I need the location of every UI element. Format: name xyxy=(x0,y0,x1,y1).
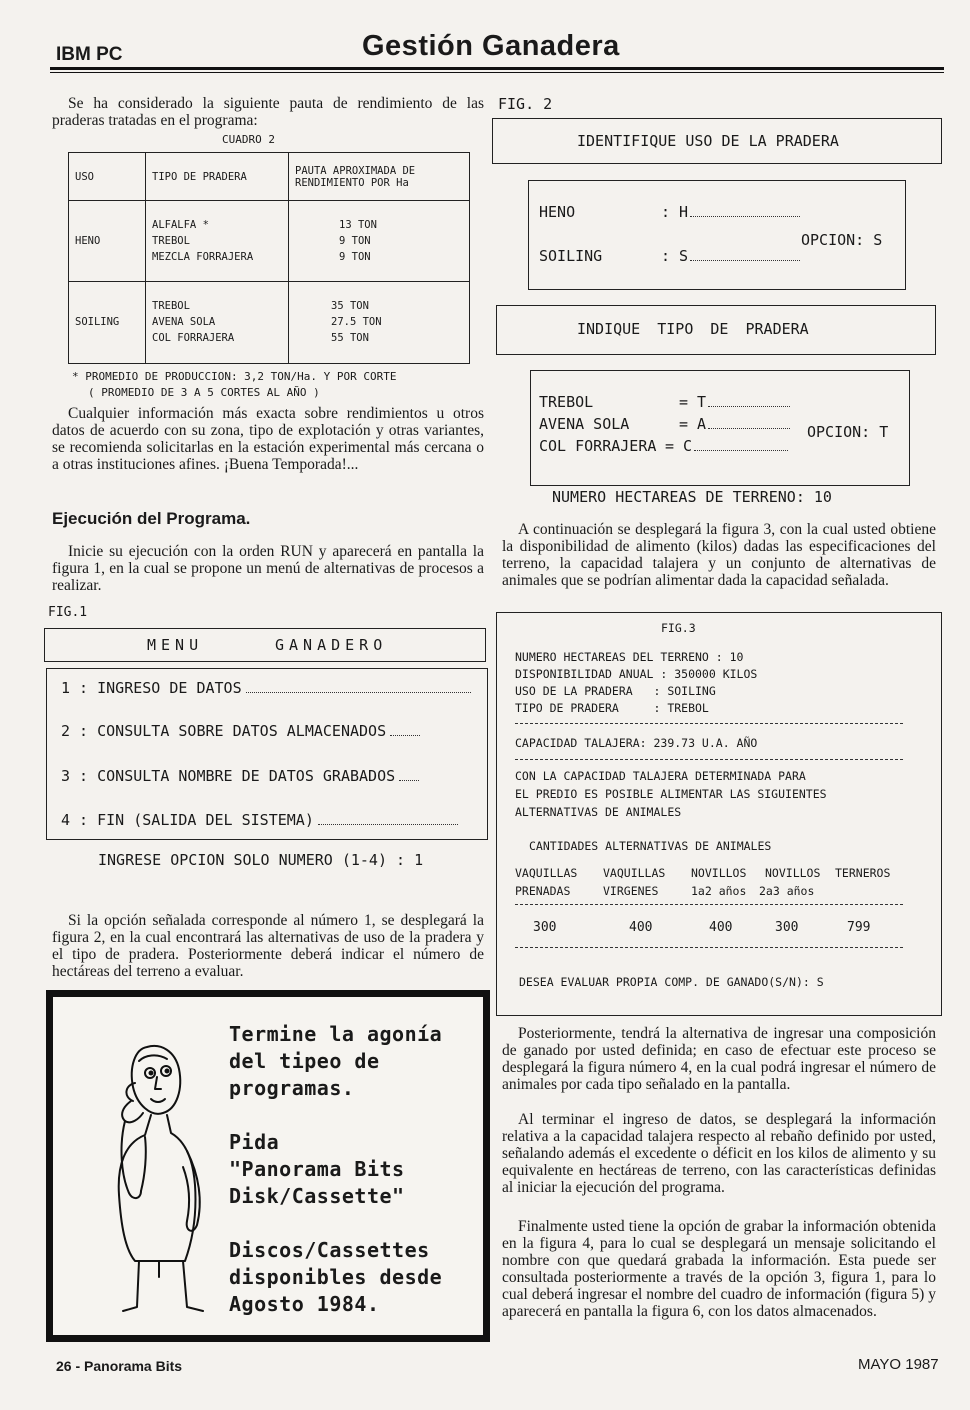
cuadro-note-2: ( PROMEDIO DE 3 A 5 CORTES AL AÑO ) xyxy=(88,386,320,399)
fig3-divider xyxy=(515,904,903,905)
cuadro-table xyxy=(68,152,470,364)
value-2: 400 xyxy=(629,920,653,935)
ad-line-2: del tipeo de xyxy=(229,1049,380,1073)
col-header-5: TERNEROS xyxy=(835,866,891,880)
fig1-label: FIG.1 xyxy=(48,605,88,620)
cell-tipo: AVENA SOLA xyxy=(152,316,216,329)
cell-tipo: ALFALFA * xyxy=(152,218,209,231)
col-subheader-4: 2a3 años xyxy=(759,884,815,898)
option-heno-value[interactable]: : H xyxy=(661,203,800,221)
fig2-identify-box xyxy=(492,118,942,164)
brand-label: IBM PC xyxy=(56,44,123,65)
header-rendimiento: PAUTA APROXIMADA DE RENDIMIENTO POR Ha xyxy=(289,153,470,201)
ad-line-3: programas. xyxy=(229,1076,355,1100)
paragraph-al-terminar: Al terminar el ingreso de datos, se desplegará la información relativa a la capacidad talajera respecto al rebaño definido por usted, señalando además el excedente o déficit en los kilos de alimento y su equivalente en hectáreas de terreno, con las características definidas al iniciar la ejecución del programa. xyxy=(502,1111,936,1196)
paragraph-posteriormente: Posteriormente, tendrá la alternativa de ingresar una composición de ganado por usted definida; en caso de efectuar este proceso se desplegará la figura número 4, en la cual podrá ingresar el número de animales por cada tipo señalado en la pantalla. xyxy=(502,1025,936,1093)
footer-date: MAYO 1987 xyxy=(858,1356,939,1373)
option-trebol-value[interactable]: = T xyxy=(679,393,790,411)
option-soiling[interactable]: SOILING xyxy=(539,247,603,265)
fig2-label: FIG. 2 xyxy=(498,95,553,113)
cell-tipo: MEZCLA FORRAJERA xyxy=(152,250,254,263)
fig2-uso-box xyxy=(528,180,906,290)
ad-box xyxy=(46,990,490,1342)
fig3-hectareas: NUMERO HECTAREAS DEL TERRENO : 10 xyxy=(515,650,744,664)
section-heading: Ejecución del Programa. xyxy=(52,509,251,528)
fig2-pradera-box xyxy=(530,370,910,486)
thinking-man-icon xyxy=(95,1025,235,1325)
fig3-divider xyxy=(515,723,903,724)
cell-tipo: TREBOL xyxy=(152,234,190,247)
paragraph-cualquier: Cualquier información más exacta sobre rendimientos u otros datos de acuerdo con su zona, tipo de explotación y otras variantes, se recomienda solicitarlas en la estación experimental más cercana o a otras instituciones afines. ¡Buena Temporada!... xyxy=(52,405,484,473)
menu-item-1[interactable]: 1 : INGRESO DE DATOS xyxy=(61,679,471,697)
value-3: 400 xyxy=(709,920,733,935)
option-soiling-value[interactable]: : S xyxy=(661,247,800,265)
header-rule xyxy=(50,67,944,70)
cuadro-note-1: * PROMEDIO DE PRODUCCION: 3,2 TON/Ha. Y POR CORTE xyxy=(72,370,397,383)
cell-tipo: COL FORRAJERA xyxy=(152,332,235,345)
paragraph-si-la-opcion: Si la opción señalada corresponde al número 1, se desplegará la figura 2, en la cual encontrará las alternativas de uso de la pradera y el tipo de pradera. Posteriormente deberá indicar el número de hectáreas del terreno a evaluar. xyxy=(52,912,484,980)
paragraph-inicie: Inicie su ejecución con la orden RUN y aparecerá en pantalla la figura 1, en la cual se propone un menú de alternativas de procesos a realizar. xyxy=(52,543,484,594)
option-trebol[interactable]: TREBOL xyxy=(539,393,594,411)
cell-rend: 55 TON xyxy=(331,332,369,345)
fig3-box xyxy=(496,612,942,1016)
fig3-tipo: TIPO DE PRADERA : TREBOL xyxy=(515,701,709,715)
ad-line-5: "Panorama Bits xyxy=(229,1157,405,1181)
cell-uso: HENO xyxy=(69,201,146,281)
table-row xyxy=(69,201,470,281)
ad-line-6: Disk/Cassette" xyxy=(229,1184,405,1208)
paragraph-finalmente: Finalmente usted tiene la opción de grabar la información obtenida en la figura 4, para lo cual se desplegará un mensaje solicitando el nombre con que quedará grabada la información. Esta puede ser consultada posteriormente a través de la opción 3, figura 1, para lo cual deberá ingresar el nombre del cuadro de información (figura 5) y aparecerá en pantalla la figura 6, con los datos almacenados. xyxy=(502,1218,936,1320)
fig3-label: FIG.3 xyxy=(661,621,696,635)
menu-title-a: MENU xyxy=(147,636,204,654)
col-subheader-3: 1a2 años xyxy=(691,884,747,898)
fig3-desea-prompt[interactable]: DESEA EVALUAR PROPIA COMP. DE GANADO(S/N): S xyxy=(519,975,824,989)
header-tipo: TIPO DE PRADERA xyxy=(146,153,289,201)
menu-item-3[interactable]: 3 : CONSULTA NOMBRE DE DATOS GRABADOS xyxy=(61,767,419,785)
fig3-cantidades-title: CANTIDADES ALTERNATIVAS DE ANIMALES xyxy=(529,839,772,853)
opcion-pradera[interactable]: OPCION: T xyxy=(807,423,889,441)
footer-page: 26 - Panorama Bits xyxy=(56,1358,183,1374)
option-col-value[interactable]: = C xyxy=(665,437,788,455)
option-avena-value[interactable]: = A xyxy=(679,415,790,433)
intro-paragraph: Se ha considerado la siguiente pauta de rendimiento de las praderas tratadas en el programa: xyxy=(52,95,484,129)
option-heno[interactable]: HENO xyxy=(539,203,576,221)
hectareas-prompt[interactable]: NUMERO HECTAREAS DE TERRENO: 10 xyxy=(552,488,832,506)
fig3-capacidad: CAPACIDAD TALAJERA: 239.73 U.A. AÑO xyxy=(515,736,758,750)
cell-rend: 27.5 TON xyxy=(331,316,382,329)
cell-rend: 9 TON xyxy=(339,234,371,247)
cuadro-title: CUADRO 2 xyxy=(222,133,275,146)
header-uso: USO xyxy=(69,153,146,201)
value-4: 300 xyxy=(775,920,799,935)
col-header-2: VAQUILLAS xyxy=(603,866,666,880)
fig3-text-1: CON LA CAPACIDAD TALAJERA DETERMINADA PARA xyxy=(515,769,806,783)
opcion-uso[interactable]: OPCION: S xyxy=(801,231,883,249)
cell-rend: 13 TON xyxy=(339,218,377,231)
cell-rend: 9 TON xyxy=(339,250,371,263)
fig3-divider xyxy=(515,947,903,948)
menu-title-b: GANADERO xyxy=(275,636,388,654)
fig1-prompt[interactable]: INGRESE OPCION SOLO NUMERO (1-4) : 1 xyxy=(98,851,424,869)
fig3-disponibilidad: DISPONIBILIDAD ANUAL : 350000 KILOS xyxy=(515,667,758,681)
page-title: Gestión Ganadera xyxy=(362,30,620,62)
fig2-tipo-box xyxy=(496,305,936,355)
identify-prompt: IDENTIFIQUE USO DE LA PRADERA xyxy=(577,132,839,150)
fig3-text-3: ALTERNATIVAS DE ANIMALES xyxy=(515,805,682,819)
fig3-divider xyxy=(515,759,903,760)
col-header-4: NOVILLOS xyxy=(765,866,821,880)
tipo-prompt: INDIQUE TIPO DE PRADERA xyxy=(577,320,809,338)
fig1-menu-title-box xyxy=(44,628,486,662)
ad-line-4: Pida xyxy=(229,1130,280,1154)
col-subheader-2: VIRGENES xyxy=(603,884,659,898)
col-header-3: NOVILLOS xyxy=(691,866,747,880)
header-rule-thin xyxy=(50,72,944,73)
col-subheader-1: PRENADAS xyxy=(515,884,571,898)
paragraph-a-continuacion: A continuación se desplegará la figura 3, con la cual usted obtiene la disponibilidad de alimento (kilos) dadas las especificaciones del terreno, la capacidad talajera y un conjunto de alternativas de animales que se podrían alimentar dada la capacidad señalada. xyxy=(502,521,936,589)
value-1: 300 xyxy=(533,920,557,935)
value-5: 799 xyxy=(847,920,871,935)
ad-line-9: Agosto 1984. xyxy=(229,1292,380,1316)
option-col[interactable]: COL FORRAJERA xyxy=(539,437,657,455)
table-row xyxy=(69,281,470,363)
cell-uso: SOILING xyxy=(69,281,146,363)
cell-rend: 35 TON xyxy=(331,300,369,313)
ad-line-7: Discos/Cassettes xyxy=(229,1238,430,1262)
menu-item-4[interactable]: 4 : FIN (SALIDA DEL SISTEMA) xyxy=(61,811,458,829)
cell-tipo: TREBOL xyxy=(152,300,190,313)
col-header-1: VAQUILLAS xyxy=(515,866,578,880)
option-avena[interactable]: AVENA SOLA xyxy=(539,415,630,433)
ad-line-8: disponibles desde xyxy=(229,1265,443,1289)
menu-item-2[interactable]: 2 : CONSULTA SOBRE DATOS ALMACENADOS xyxy=(61,722,420,740)
fig3-uso: USO DE LA PRADERA : SOILING xyxy=(515,684,716,698)
ad-line-1: Termine la agonía xyxy=(229,1022,443,1046)
fig1-menu-box xyxy=(46,668,488,840)
fig3-text-2: EL PREDIO ES POSIBLE ALIMENTAR LAS SIGUIENTES xyxy=(515,787,827,801)
